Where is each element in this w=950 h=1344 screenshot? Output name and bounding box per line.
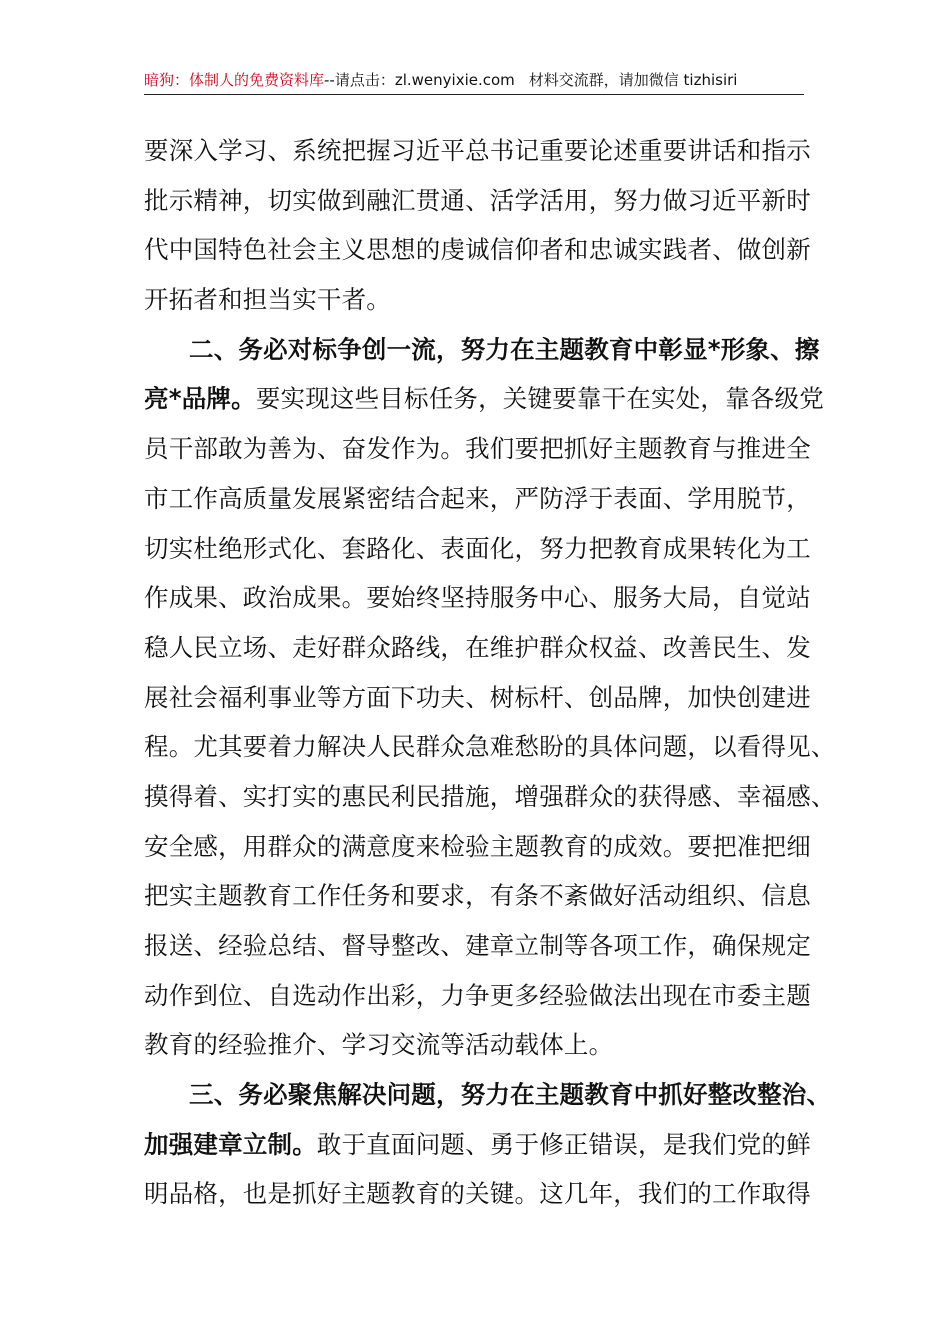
heading-text: 三、务必聚焦解决问题，努力在主题教育中抓好整改整治、	[189, 1080, 832, 1110]
text-line: 报送、经验总结、督导整改、建章立制等各项工作，确保规定	[144, 931, 811, 960]
document-body	[144, 126, 836, 1219]
text-line: 安全感，用群众的满意度来检验主题教育的成效。要把准把细	[144, 831, 811, 861]
text-line: 程。尤其要着力解决人民群众急难愁盼的具体问题，以看得见、	[144, 732, 836, 762]
section-heading-3	[144, 1070, 832, 1120]
page-header	[144, 66, 804, 95]
heading-text: 二、务必对标争创一流，努力在主题教育中彰显*形象、擦	[189, 334, 820, 364]
text-line: 切实杜绝形式化、套路化、表面化，努力把教育成果转化为工	[144, 533, 811, 563]
header-contact: 材料交流群，请加微信 tizhisiri	[528, 71, 738, 89]
section-heading-2	[144, 325, 820, 375]
text-line: 摸得着、实打实的惠民利民措施，增强群众的获得感、幸福感、	[144, 781, 836, 811]
text-line: 开拓者和担当实干者。	[144, 285, 391, 315]
text-line: 动作到位、自选动作出彩，力争更多经验做法出现在市委主题	[144, 980, 811, 1010]
text-line: 把实主题教育工作任务和要求，有条不紊做好活动组织、信息	[144, 881, 811, 911]
text-line: 教育的经验推介、学习交流等活动载体上。	[144, 1030, 614, 1060]
text-line: 员干部敢为善为、奋发作为。我们要把抓好主题教育与推进全	[144, 434, 811, 464]
text-line: 稳人民立场、走好群众路线，在维护群众权益、改善民生、发	[144, 632, 811, 662]
header-link-prompt[interactable]: --请点击：zl.wenyixie.com	[324, 71, 515, 89]
text-line: 代中国特色社会主义思想的虔诚信仰者和忠诚实践者、做创新	[144, 235, 811, 265]
text-line: 亮*品牌。要实现这些目标任务，关键要靠干在实处，靠各级党	[144, 384, 824, 414]
text-line: 加强建章立制。敢于直面问题、勇于修正错误，是我们党的鲜	[144, 1129, 811, 1159]
text-line: 要深入学习、系统把握习近平总书记重要论述重要讲话和指示	[144, 136, 811, 165]
text-line: 市工作高质量发展紧密结合起来，严防浮于表面、学用脱节，	[144, 483, 811, 513]
header-brand: 暗狗：体制人的免费资料库	[144, 71, 325, 89]
heading-text: 亮*品牌。	[144, 384, 256, 414]
text-line: 批示精神，切实做到融汇贯通、活学活用，努力做习近平新时	[144, 185, 811, 215]
heading-text: 加强建章立制。	[144, 1129, 317, 1159]
text-line: 展社会福利事业等方面下功夫、树标杆、创品牌，加快创建进	[144, 682, 811, 712]
text-line: 明品格，也是抓好主题教育的关键。这几年，我们的工作取得	[144, 1179, 811, 1209]
text-line: 作成果、政治成果。要始终坚持服务中心、服务大局，自觉站	[144, 583, 811, 613]
